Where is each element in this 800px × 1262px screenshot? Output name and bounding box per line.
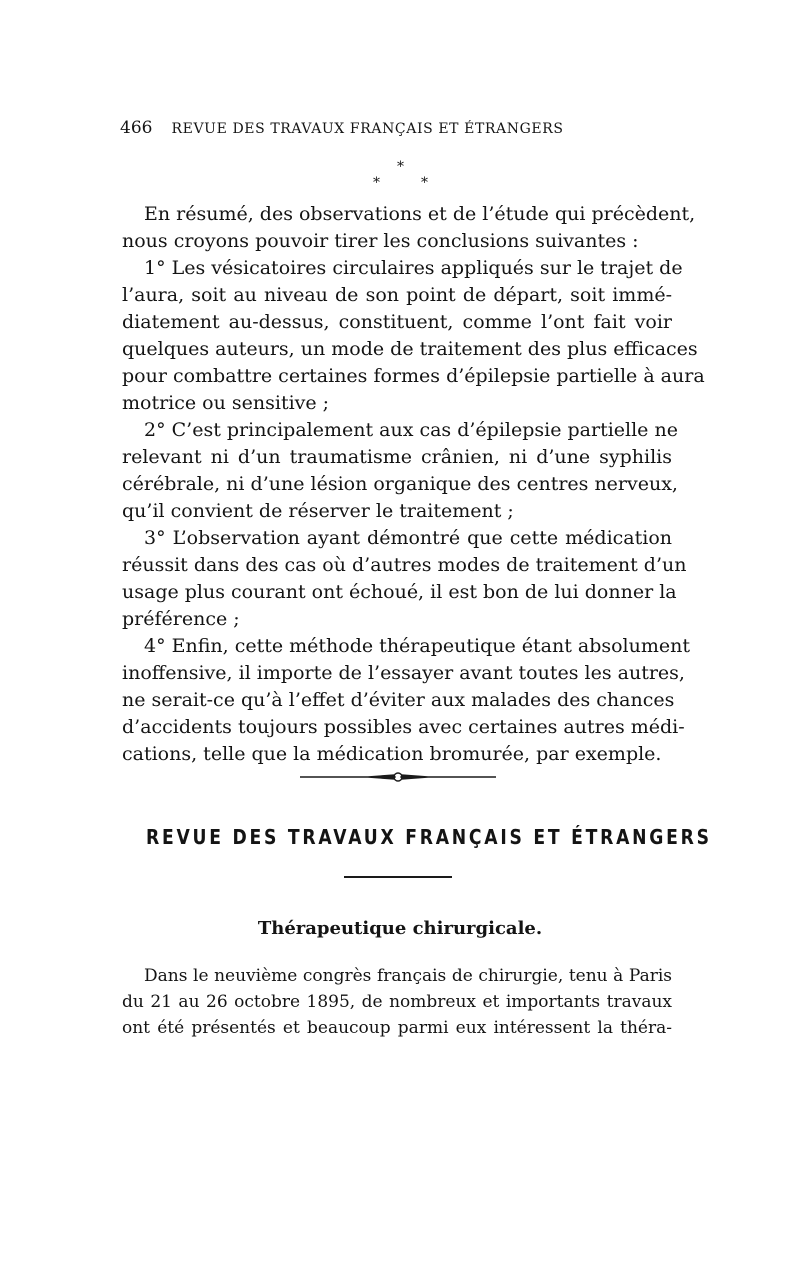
- text-line: inoffensive, il importe de l’essayer avant toutes les autres,: [122, 662, 685, 684]
- text-line: réussit dans des cas où d’autres modes de traitement d’un: [122, 554, 687, 576]
- text-line: En résumé, des observations et de l’étude qui précèdent,: [144, 203, 696, 225]
- text-line: diatement au-dessus, constituent, comme l’ont fait voir: [122, 311, 672, 333]
- text-line: ont été présentés et beaucoup parmi eux intéressent la théra-: [122, 1018, 672, 1038]
- text-line: 1° Les vésicatoires circulaires appliqués sur le trajet de: [144, 257, 683, 279]
- text-line: 2° C’est principalement aux cas d’épilepsie partielle ne: [144, 419, 678, 441]
- section-rule: [344, 876, 452, 878]
- asterism: [370, 160, 430, 194]
- text-line: du 21 au 26 octobre 1895, de nombreux et importants travaux: [122, 992, 672, 1012]
- text-line: 4° Enfin, cette méthode thérapeutique étant absolument: [144, 635, 690, 657]
- ornament-divider: [298, 766, 498, 786]
- text-line: ne serait-ce qu’à l’effet d’éviter aux malades des chances: [122, 689, 675, 711]
- section-text: [122, 963, 672, 1041]
- subheading: Thérapeutique chirurgicale.: [257, 918, 543, 939]
- text-line: cations, telle que la médication bromurée, par exemple.: [122, 743, 662, 765]
- conclusion-text: [122, 201, 705, 768]
- asterism-star: *: [397, 159, 404, 175]
- text-line: usage plus courant ont échoué, il est bon de lui donner la: [122, 581, 677, 603]
- text-line: nous croyons pouvoir tirer les conclusions suivantes :: [122, 230, 639, 252]
- text-line: motrice ou sensitive ;: [122, 392, 330, 414]
- asterism-star: *: [373, 175, 380, 191]
- text-line: qu’il convient de réserver le traitement ;: [122, 500, 514, 522]
- page-number: 466: [120, 118, 153, 138]
- text-line: l’aura, soit au niveau de son point de départ, soit immé-: [122, 284, 672, 306]
- asterism-star: *: [421, 175, 428, 191]
- running-head: [120, 118, 680, 138]
- text-line: relevant ni d’un traumatisme crânien, ni d’une syphilis: [122, 446, 672, 468]
- text-line: d’accidents toujours possibles avec certaines autres médi-: [122, 716, 685, 738]
- section-title: REVUE DES TRAVAUX FRANÇAIS ET ÉTRANGERS: [146, 825, 712, 849]
- text-line: cérébrale, ni d’une lésion organique des centres nerveux,: [122, 473, 678, 495]
- running-title: REVUE DES TRAVAUX FRANÇAIS ET ÉTRANGERS: [171, 121, 564, 137]
- text-line: Dans le neuvième congrès français de chirurgie, tenu à Paris: [144, 966, 672, 986]
- text-line: quelques auteurs, un mode de traitement des plus efficaces: [122, 338, 698, 360]
- text-line: pour combattre certaines formes d’épilepsie partielle à aura: [122, 365, 705, 387]
- text-line: préférence ;: [122, 608, 240, 630]
- text-line: 3° L’observation ayant démontré que cette médication: [144, 527, 672, 549]
